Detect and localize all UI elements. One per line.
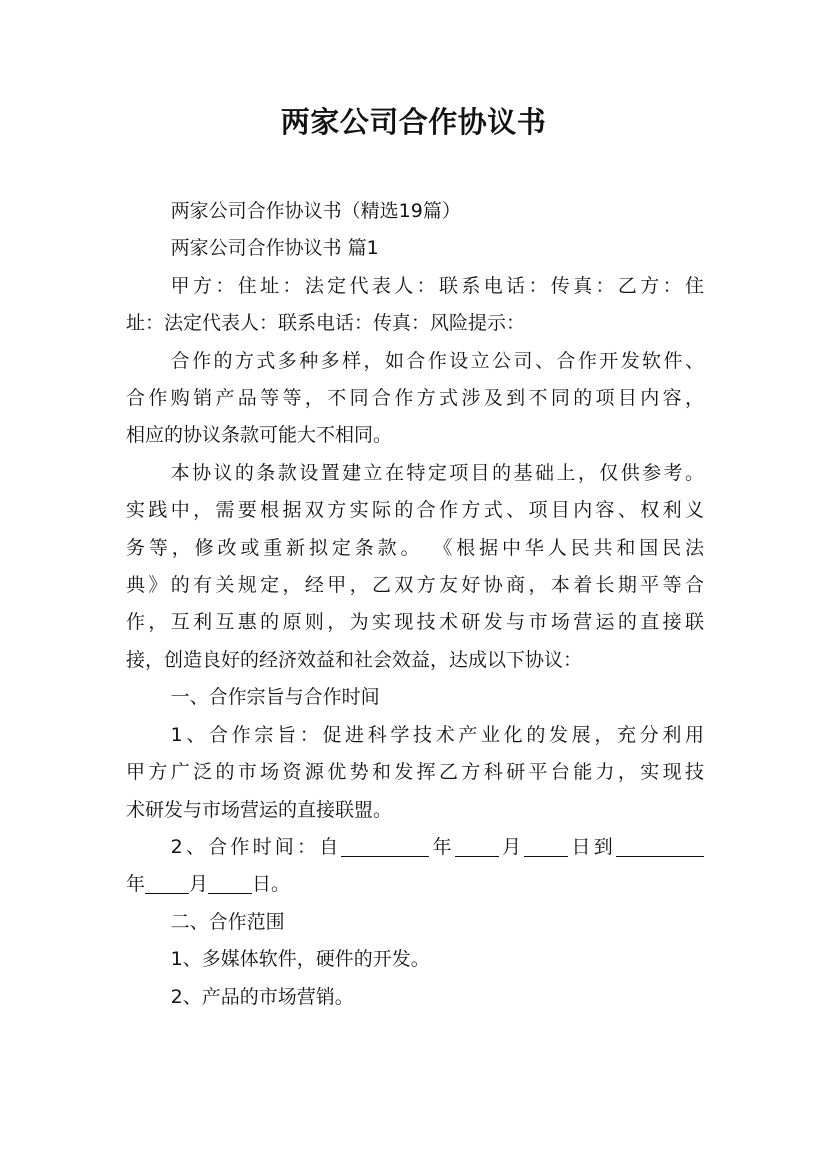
paragraph-line: 址：法定代表人：联系电话：传真：风险提示： xyxy=(126,312,526,335)
scope-item-2 xyxy=(126,979,704,1016)
paragraph-line: 合作的方式多种多样，如合作设立公司、合作开发软件、 xyxy=(170,349,704,372)
scope-item-1 xyxy=(126,941,704,978)
paragraph-line: 两家公司合作协议书（精选19篇） xyxy=(170,200,461,222)
document-body xyxy=(126,193,704,1016)
fill-blank xyxy=(145,871,189,894)
paragraph-line xyxy=(126,829,704,866)
paragraph-line: 一、合作宗旨与合作时间 xyxy=(170,686,380,709)
fill-blank xyxy=(208,871,252,894)
paragraph-line: 本协议的条款设置建立在特定项目的基础上，仅供参考。 xyxy=(170,461,704,484)
preamble-paragraph xyxy=(126,455,704,679)
paragraph-line: 务等，修改或重新拟定条款。 《根据中华人民共和国民法 xyxy=(126,536,704,559)
paragraph-line: 甲方：住址：法定代表人：联系电话：传真：乙方：住 xyxy=(170,274,704,297)
day-to-label: 日到 xyxy=(568,835,616,858)
parties-paragraph xyxy=(126,268,704,343)
fill-blank xyxy=(524,834,568,857)
fill-blank xyxy=(616,834,704,857)
paragraph-line: 1、多媒体软件，硬件的开发。 xyxy=(170,948,430,971)
clause-heading-2 xyxy=(126,904,704,941)
document-title: 两家公司合作协议书 xyxy=(280,105,547,139)
paragraph-line: 甲方广泛的市场资源优势和发挥乙方科研平台能力，实现技 xyxy=(126,761,704,784)
paragraph-line xyxy=(126,866,704,903)
fill-blank xyxy=(341,834,429,857)
paragraph-line: 1、合作宗旨：促进科学技术产业化的发展，充分利用 xyxy=(170,723,704,746)
paragraph-line: 接，创造良好的经济效益和社会效益，达成以下协议： xyxy=(126,648,583,671)
term-paragraph xyxy=(126,829,704,904)
risk-paragraph xyxy=(126,343,704,455)
paragraph-line: 合作购销产品等等，不同合作方式涉及到不同的项目内容， xyxy=(126,387,704,410)
paragraph-line: 术研发与市场营运的直接联盟。 xyxy=(126,798,393,821)
day-end-label: 日。 xyxy=(252,873,291,896)
paragraph-line: 实践中，需要根据双方实际的合作方式、项目内容、权利义 xyxy=(126,499,704,522)
section-heading-paragraph xyxy=(126,230,704,267)
paragraph-line: 两家公司合作协议书 篇1 xyxy=(170,237,379,260)
paragraph-line: 2、产品的市场营销。 xyxy=(170,985,354,1008)
year-label: 年 xyxy=(126,873,146,896)
month-label: 月 xyxy=(189,873,209,896)
month-label: 月 xyxy=(498,835,525,858)
purpose-paragraph xyxy=(126,717,704,829)
clause-heading-1 xyxy=(126,679,704,716)
term-lead-text: 2、合作时间：自 xyxy=(170,835,342,858)
paragraph-line: 二、合作范围 xyxy=(170,910,285,933)
paragraph-line: 典》的有关规定，经甲，乙双方友好协商，本着长期平等合 xyxy=(126,574,704,597)
subtitle-paragraph xyxy=(126,193,704,230)
paragraph-line: 作，互利互惠的原则，为实现技术研发与市场营运的直接联 xyxy=(126,611,704,634)
year-label: 年 xyxy=(429,835,455,858)
fill-blank xyxy=(455,834,499,857)
paragraph-line: 相应的协议条款可能大不相同。 xyxy=(126,424,393,447)
